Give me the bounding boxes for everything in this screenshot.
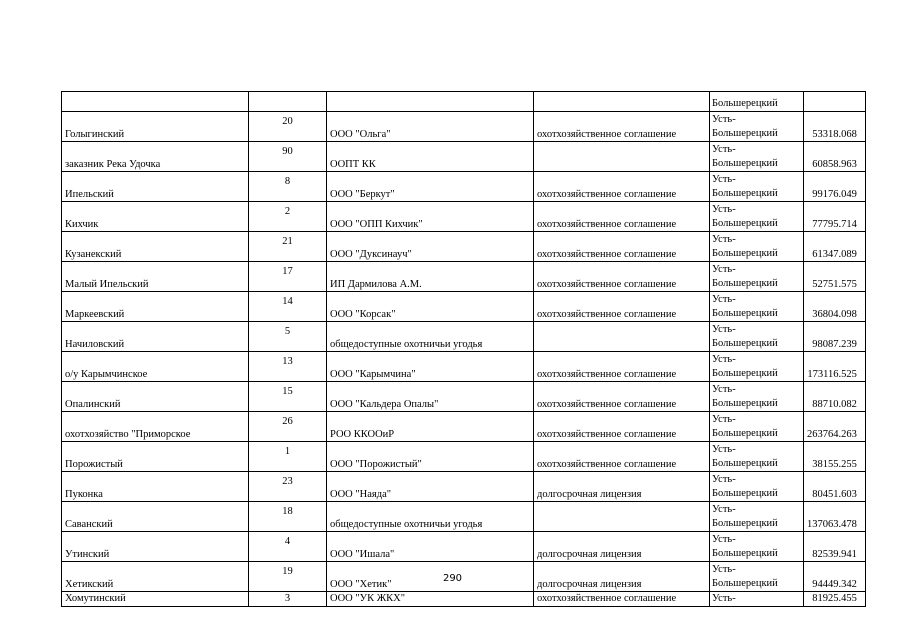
table-row xyxy=(62,172,866,202)
cell-area: 137063.478 xyxy=(804,502,866,532)
cell-district xyxy=(710,442,804,472)
cell-district xyxy=(710,232,804,262)
cell-basis: охотхозяйственное соглашение xyxy=(534,112,710,142)
cell-area: 53318.068 xyxy=(804,112,866,142)
cell-basis: охотхозяйственное соглашение xyxy=(534,412,710,442)
table-row xyxy=(62,292,866,322)
district-line: Большерецкий xyxy=(712,128,778,139)
cell-area: 52751.575 xyxy=(804,262,866,292)
cell-number: 23 xyxy=(249,472,327,502)
cell-user: общедоступные охотничьи угодья xyxy=(327,322,534,352)
cell-basis: охотхозяйственное соглашение xyxy=(534,172,710,202)
district-line: Усть- xyxy=(712,264,736,275)
cell-name xyxy=(62,92,249,112)
cell-user: РОО ККООиР xyxy=(327,412,534,442)
cell-number xyxy=(249,92,327,112)
district-line: Большерецкий xyxy=(712,398,778,409)
district-line: Большерецкий xyxy=(712,578,778,589)
cell-user: ООО "УК ЖКХ" xyxy=(327,592,534,607)
cell-number: 90 xyxy=(249,142,327,172)
cell-district xyxy=(710,112,804,142)
table-row xyxy=(62,382,866,412)
cell-user: ООО "Хетик" xyxy=(327,562,534,592)
cell-basis: охотхозяйственное соглашение xyxy=(534,592,710,607)
cell-user: ООО "ОПП Кихчик" xyxy=(327,202,534,232)
cell-area: 77795.714 xyxy=(804,202,866,232)
cell-number: 21 xyxy=(249,232,327,262)
cell-name: Кихчик xyxy=(62,202,249,232)
cell-basis: долгосрочная лицензия xyxy=(534,472,710,502)
table-row xyxy=(62,262,866,292)
table-row xyxy=(62,112,866,142)
table-row xyxy=(62,592,866,607)
table-body xyxy=(62,92,866,607)
cell-area: 36804.098 xyxy=(804,292,866,322)
cell-number: 15 xyxy=(249,382,327,412)
cell-number: 2 xyxy=(249,202,327,232)
district-line: Усть- xyxy=(712,504,736,515)
cell-basis: охотхозяйственное соглашение xyxy=(534,352,710,382)
cell-user: ООО "Ольга" xyxy=(327,112,534,142)
cell-district xyxy=(710,322,804,352)
cell-district xyxy=(710,502,804,532)
district-line: Большерецкий xyxy=(712,488,778,499)
table-row xyxy=(62,472,866,502)
district-line: Усть- xyxy=(712,174,736,185)
cell-basis: долгосрочная лицензия xyxy=(534,562,710,592)
table-row xyxy=(62,442,866,472)
district-line: Большерецкий xyxy=(712,458,778,469)
cell-name: Голыгинский xyxy=(62,112,249,142)
cell-district: Большерецкий xyxy=(710,92,804,112)
cell-number: 14 xyxy=(249,292,327,322)
cell-basis: охотхозяйственное соглашение xyxy=(534,382,710,412)
cell-district xyxy=(710,142,804,172)
cell-district xyxy=(710,472,804,502)
hunting-grounds-table xyxy=(61,91,866,607)
cell-basis: долгосрочная лицензия xyxy=(534,532,710,562)
district-line: Большерецкий xyxy=(712,338,778,349)
cell-number: 20 xyxy=(249,112,327,142)
cell-area xyxy=(804,92,866,112)
cell-area: 88710.082 xyxy=(804,382,866,412)
district-line: Усть- xyxy=(712,294,736,305)
district-line: Большерецкий xyxy=(712,218,778,229)
cell-name: Пуконка xyxy=(62,472,249,502)
cell-area: 173116.525 xyxy=(804,352,866,382)
district-line: Усть- xyxy=(712,384,736,395)
table-row xyxy=(62,352,866,382)
district-line: Усть- xyxy=(712,204,736,215)
cell-name: Хомутинский xyxy=(62,592,249,607)
district-line: Большерецкий xyxy=(712,308,778,319)
cell-user: ООО "Кальдера Опалы" xyxy=(327,382,534,412)
cell-basis: охотхозяйственное соглашение xyxy=(534,292,710,322)
cell-user: ООО "Ишала" xyxy=(327,532,534,562)
cell-district: Усть- xyxy=(710,592,804,607)
cell-area: 98087.239 xyxy=(804,322,866,352)
cell-name: Кузанекский xyxy=(62,232,249,262)
cell-number: 19 xyxy=(249,562,327,592)
cell-number: 26 xyxy=(249,412,327,442)
cell-basis xyxy=(534,142,710,172)
district-line: Усть- xyxy=(712,234,736,245)
cell-area: 80451.603 xyxy=(804,472,866,502)
cell-user: ООО "Наяда" xyxy=(327,472,534,502)
cell-basis xyxy=(534,502,710,532)
cell-name: Порожистый xyxy=(62,442,249,472)
cell-district xyxy=(710,292,804,322)
district-line: Большерецкий xyxy=(712,428,778,439)
cell-number: 13 xyxy=(249,352,327,382)
cell-district xyxy=(710,262,804,292)
cell-name: Утинский xyxy=(62,532,249,562)
cell-number: 1 xyxy=(249,442,327,472)
cell-area: 60858.963 xyxy=(804,142,866,172)
cell-user: ИП Дармилова А.М. xyxy=(327,262,534,292)
cell-area: 61347.089 xyxy=(804,232,866,262)
cell-district xyxy=(710,412,804,442)
cell-basis: охотхозяйственное соглашение xyxy=(534,232,710,262)
cell-user: ООО "Корсак" xyxy=(327,292,534,322)
cell-name: заказник Река Удочка xyxy=(62,142,249,172)
page-number: 290 xyxy=(442,573,463,584)
cell-basis xyxy=(534,92,710,112)
cell-user: ООО "Порожистый" xyxy=(327,442,534,472)
cell-user xyxy=(327,92,534,112)
cell-basis: охотхозяйственное соглашение xyxy=(534,202,710,232)
district-line: Большерецкий xyxy=(712,158,778,169)
district-line: Усть- xyxy=(712,144,736,155)
table-row xyxy=(62,502,866,532)
table-row xyxy=(62,92,866,112)
district-line: Усть- xyxy=(712,414,736,425)
district-line: Большерецкий xyxy=(712,518,778,529)
cell-basis xyxy=(534,322,710,352)
district-line: Усть- xyxy=(712,474,736,485)
cell-number: 3 xyxy=(249,592,327,607)
cell-user: ООО "Беркут" xyxy=(327,172,534,202)
cell-area: 81925.455 xyxy=(804,592,866,607)
cell-number: 4 xyxy=(249,532,327,562)
cell-name: Маркеевский xyxy=(62,292,249,322)
table-row xyxy=(62,322,866,352)
district-line: Большерецкий xyxy=(712,368,778,379)
district-line: Большерецкий xyxy=(712,548,778,559)
cell-user: ООПТ КК xyxy=(327,142,534,172)
cell-name: охотхозяйство "Приморское xyxy=(62,412,249,442)
cell-number: 17 xyxy=(249,262,327,292)
cell-district xyxy=(710,382,804,412)
table-row xyxy=(62,142,866,172)
cell-user: ООО "Карымчина" xyxy=(327,352,534,382)
cell-basis: охотхозяйственное соглашение xyxy=(534,442,710,472)
cell-number: 18 xyxy=(249,502,327,532)
cell-name: Начиловский xyxy=(62,322,249,352)
table-row xyxy=(62,412,866,442)
cell-name: Опалинский xyxy=(62,382,249,412)
cell-area: 263764.263 xyxy=(804,412,866,442)
district-line: Усть- xyxy=(712,324,736,335)
cell-basis: охотхозяйственное соглашение xyxy=(534,262,710,292)
district-line: Большерецкий xyxy=(712,188,778,199)
district-line: Большерецкий xyxy=(712,248,778,259)
cell-user: общедоступные охотничьи угодья xyxy=(327,502,534,532)
cell-area: 38155.255 xyxy=(804,442,866,472)
cell-name: Малый Ипельский xyxy=(62,262,249,292)
cell-area: 94449.342 xyxy=(804,562,866,592)
cell-area: 99176.049 xyxy=(804,172,866,202)
district-line: Усть- xyxy=(712,534,736,545)
table-row xyxy=(62,202,866,232)
cell-district xyxy=(710,202,804,232)
cell-name: Хетикский xyxy=(62,562,249,592)
cell-area: 82539.941 xyxy=(804,532,866,562)
district-line: Усть- xyxy=(712,444,736,455)
table-row xyxy=(62,532,866,562)
cell-district xyxy=(710,352,804,382)
cell-number: 5 xyxy=(249,322,327,352)
cell-name: о/у Карымчинское xyxy=(62,352,249,382)
district-line: Усть- xyxy=(712,564,736,575)
cell-district xyxy=(710,172,804,202)
table-row xyxy=(62,232,866,262)
district-line: Усть- xyxy=(712,354,736,365)
cell-name: Саванский xyxy=(62,502,249,532)
cell-number: 8 xyxy=(249,172,327,202)
cell-name: Ипельский xyxy=(62,172,249,202)
cell-user: ООО "Дуксинауч" xyxy=(327,232,534,262)
district-line: Большерецкий xyxy=(712,278,778,289)
district-line: Усть- xyxy=(712,114,736,125)
cell-district xyxy=(710,532,804,562)
